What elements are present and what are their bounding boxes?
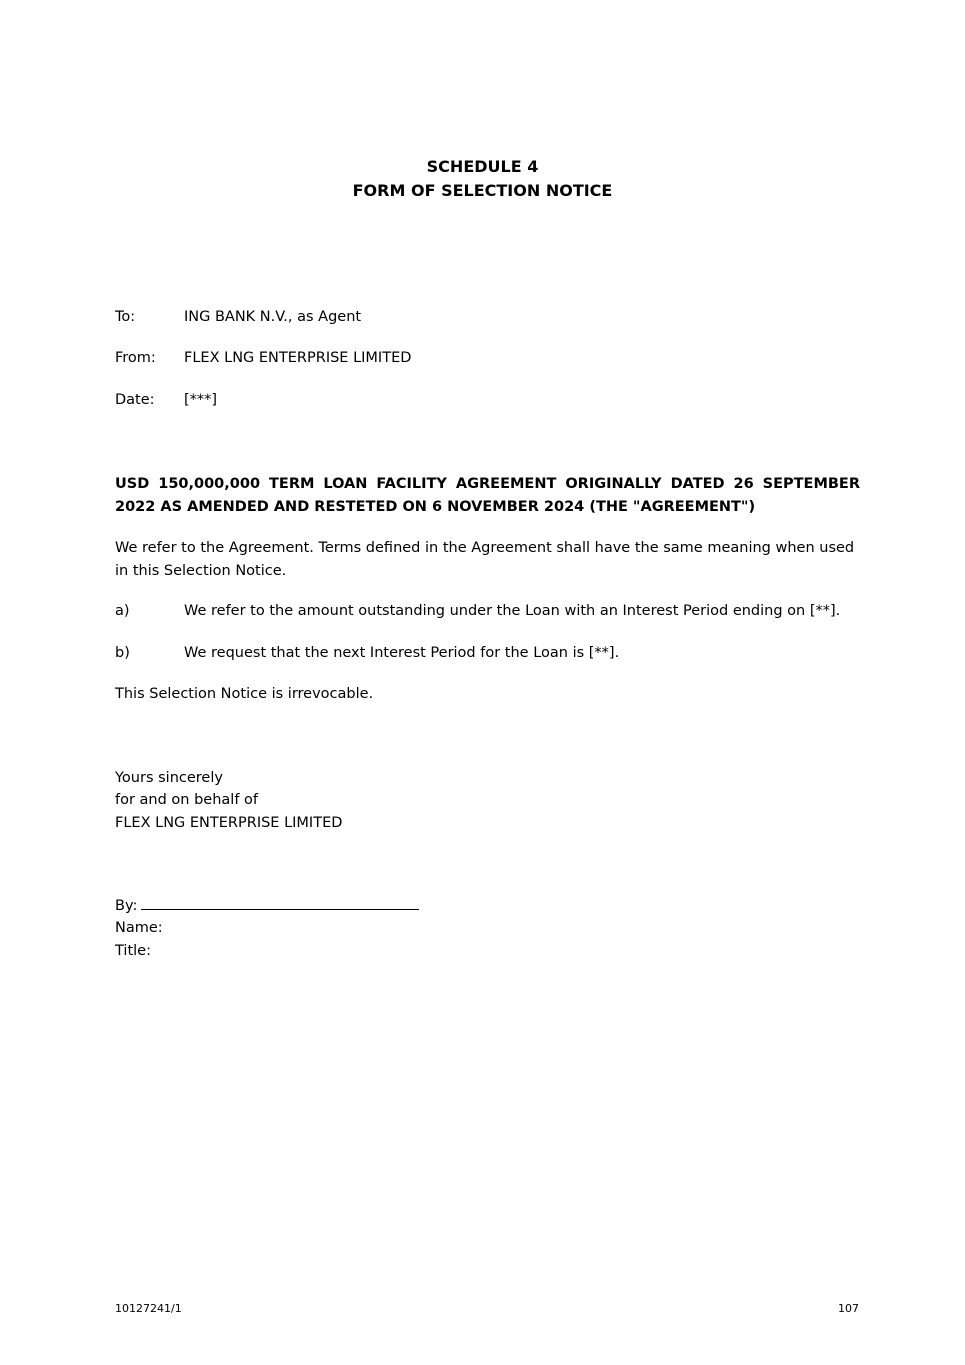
date-field [115,392,217,408]
title-label: Title: [115,942,151,959]
signature-fields [115,895,419,962]
date-label: Date: [115,392,155,408]
list-item-a [115,603,840,619]
company-name: FLEX LNG ENTERPRISE LIMITED [115,814,343,831]
subject-heading [115,473,860,518]
list-item-text: We request that the next Interest Period for the Loan is [**]. [184,645,620,661]
document-reference: 10127241/1 [115,1302,182,1315]
behalf-line: for and on behalf of [115,792,259,809]
signature-line [141,895,419,910]
intro-paragraph [115,537,860,582]
subject-line-1: USD 150,000,000 TERM LOAN FACILITY AGREEMENT ORIGINALLY DATED 26 SEPTEMBER [115,476,860,492]
list-item-b [115,645,619,661]
to-field [115,309,361,325]
from-value: FLEX LNG ENTERPRISE LIMITED [184,350,412,366]
date-value: [***] [184,392,218,408]
intro-line-1: We refer to the Agreement. Terms defined in the Agreement shall have the same meaning when used [115,540,855,556]
salutation-line: Yours sincerely [115,770,223,786]
list-marker: b) [115,645,130,661]
name-label: Name: [115,920,163,937]
form-title: FORM OF SELECTION NOTICE [352,181,613,200]
by-label: By: [115,898,138,914]
schedule-title: SCHEDULE 4 [426,157,539,176]
to-value: ING BANK N.V., as Agent [184,309,362,325]
from-field [115,350,411,366]
by-field [115,895,419,917]
signature-salutation [115,767,342,834]
from-label: From: [115,350,156,366]
closing-statement: This Selection Notice is irrevocable. [115,686,374,702]
list-item-text: We refer to the amount outstanding under the Loan with an Interest Period ending on [**]. [184,603,841,619]
page-number: 107 [838,1302,859,1315]
to-label: To: [115,309,136,325]
intro-line-2: in this Selection Notice. [115,562,287,579]
subject-line-2: 2022 AS AMENDED AND RESTETED ON 6 NOVEMBER 2024 (THE "AGREEMENT") [115,498,756,515]
list-marker: a) [115,603,130,619]
